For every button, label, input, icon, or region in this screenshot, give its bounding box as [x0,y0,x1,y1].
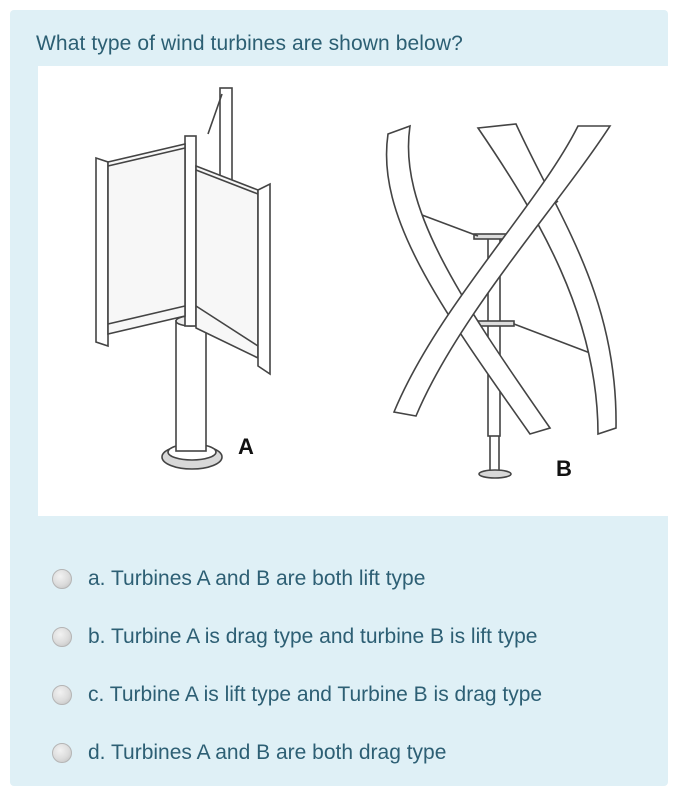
option-d[interactable] [52,724,662,782]
option-b[interactable] [52,608,662,666]
option-a[interactable] [52,550,662,608]
option-d-label: d. Turbines A and B are both drag type [88,741,447,764]
option-c[interactable] [52,666,662,724]
turbine-illustration [38,66,668,516]
answer-options [52,550,662,782]
radio-option-a[interactable] [52,569,72,589]
radio-option-b[interactable] [52,627,72,647]
turbine-b-label: B [556,456,572,481]
turbine-a-label: A [238,434,254,459]
turbine-figure [38,66,668,516]
option-b-label: b. Turbine A is drag type and turbine B is lift type [88,625,538,648]
turbine-a-drawing [96,88,270,469]
question-text: What type of wind turbines are shown below? [36,32,463,55]
radio-option-c[interactable] [52,685,72,705]
radio-option-d[interactable] [52,743,72,763]
turbine-b-drawing [387,124,617,478]
question-card [10,10,668,786]
option-c-label: c. Turbine A is lift type and Turbine B is drag type [88,683,543,706]
option-a-label: a. Turbines A and B are both lift type [88,567,426,590]
